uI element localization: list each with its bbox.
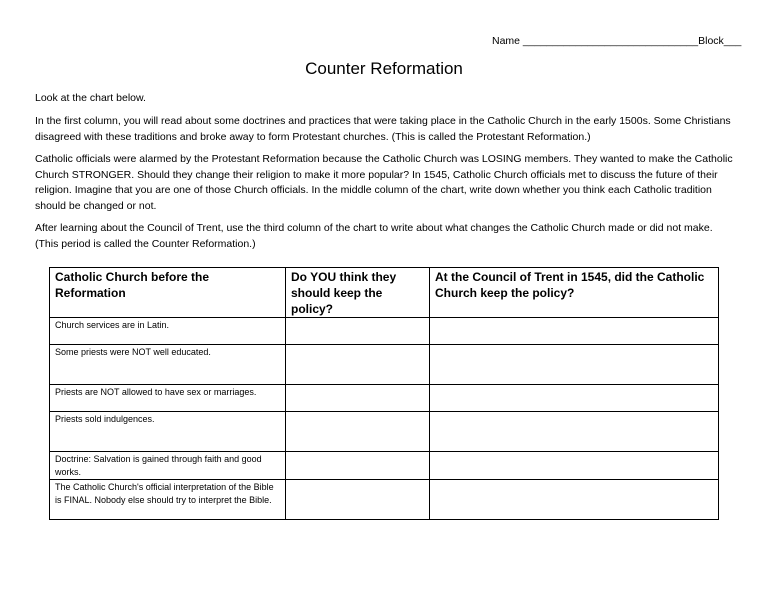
council-answer-cell[interactable]: [430, 412, 719, 452]
opinion-answer-cell[interactable]: [286, 345, 430, 385]
table-header-row: [50, 268, 719, 318]
practice-cell: Some priests were NOT well educated.: [50, 345, 286, 385]
council-answer-cell[interactable]: [430, 480, 719, 520]
council-answer-cell[interactable]: [430, 452, 719, 480]
header-council-of-trent: At the Council of Trent in 1545, did the Catholic Church keep the policy?: [430, 268, 719, 318]
practice-cell: Church services are in Latin.: [50, 318, 286, 345]
table-row: [50, 385, 719, 412]
name-block-line: Name ______________________________Block___: [492, 35, 742, 47]
opinion-answer-cell[interactable]: [286, 318, 430, 345]
council-answer-cell[interactable]: [430, 385, 719, 412]
reformation-chart: [49, 267, 719, 520]
instruction-paragraph: In the first column, you will read about some doctrines and practices that were taking place in the Catholic Church in the early 1500s. Some Christians disagreed with these traditions and broke away to form Protestant churches. (This is called the Protestant Reformation.): [35, 115, 731, 143]
table-row: [50, 412, 719, 452]
instruction-paragraph: Look at the chart below.: [35, 92, 146, 104]
instruction-paragraph: After learning about the Council of Trent, use the third column of the chart to write about what changes the Catholic Church made or did not make. (This period is called the Counter Reformation.): [35, 222, 713, 250]
header-before-reformation: Catholic Church before the Reformation: [50, 268, 286, 318]
practice-cell: The Catholic Church's official interpretation of the Bible is FINAL. Nobody else should try to interpret the Bible.: [50, 480, 286, 520]
council-answer-cell[interactable]: [430, 318, 719, 345]
practice-cell: Priests sold indulgences.: [50, 412, 286, 452]
page-title: Counter Reformation: [305, 59, 463, 78]
instruction-paragraph: Catholic officials were alarmed by the Protestant Reformation because the Catholic Church was LOSING members. They wanted to make the Catholic Church STRONGER. Should they change their religion to make it more popular? In 1545, Catholic Church officials met to discuss the future of their religion. Imagine that you are one of those Church officials. In the middle column of the chart, write down whether you think each Catholic tradition should be changed or not.: [35, 153, 733, 212]
opinion-answer-cell[interactable]: [286, 385, 430, 412]
practice-cell: Priests are NOT allowed to have sex or marriages.: [50, 385, 286, 412]
practice-cell: Doctrine: Salvation is gained through faith and good works.: [50, 452, 286, 480]
opinion-answer-cell[interactable]: [286, 452, 430, 480]
table-row: [50, 345, 719, 385]
opinion-answer-cell[interactable]: [286, 480, 430, 520]
table-row: [50, 452, 719, 480]
opinion-answer-cell[interactable]: [286, 412, 430, 452]
table-row: [50, 318, 719, 345]
council-answer-cell[interactable]: [430, 345, 719, 385]
header-your-opinion: Do YOU think they should keep the policy?: [286, 268, 430, 318]
table-row: [50, 480, 719, 520]
